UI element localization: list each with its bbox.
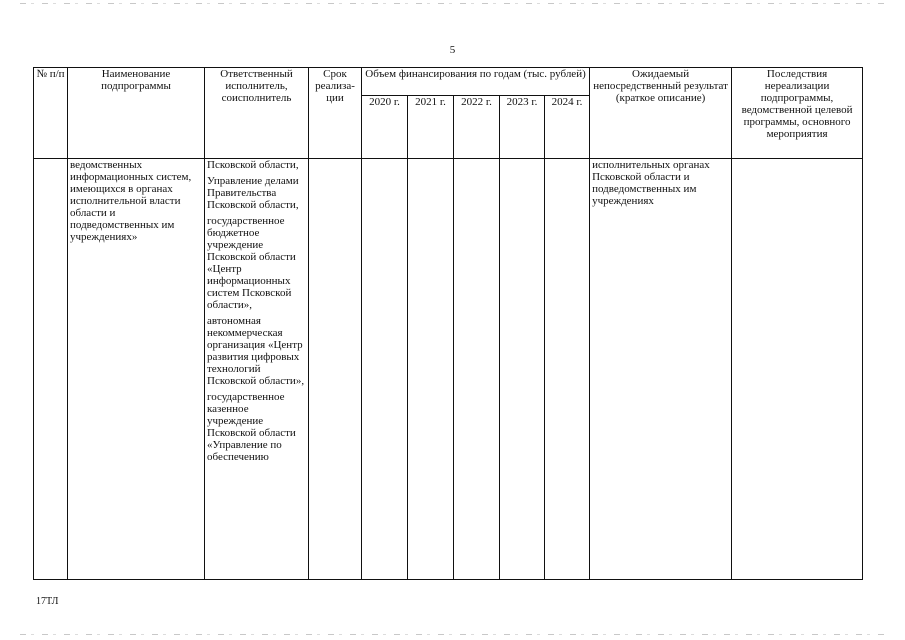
header-year-2020: 2020 г. <box>362 96 408 159</box>
cell-responsible <box>205 159 309 580</box>
cell-num <box>34 159 68 580</box>
header-term: Срок реализа-ции <box>309 68 362 159</box>
scan-noise-bottom <box>20 634 885 635</box>
responsible-part: Псковской области, <box>207 159 299 171</box>
table-row <box>34 159 863 580</box>
cell-year-2022 <box>454 159 500 580</box>
header-row <box>34 68 863 96</box>
header-year-2024: 2024 г. <box>545 96 590 159</box>
responsible-part: государственное бюджетное учреждение Псковской области «Центр информационных систем Псковской области», <box>207 215 296 311</box>
header-consequences: Последствия нереализации подпрограммы, ведомственной целевой программы, основного мероприятия <box>732 68 863 159</box>
header-num: № п/п <box>34 68 68 159</box>
cell-result: исполнительных органах Псковской области и подведомственных им учреждениях <box>590 159 732 580</box>
cell-year-2020 <box>362 159 408 580</box>
cell-consequences <box>732 159 863 580</box>
header-responsible: Ответственный исполнитель, соисполнитель <box>205 68 309 159</box>
scan-noise-top <box>20 3 885 4</box>
cell-year-2024 <box>545 159 590 580</box>
responsible-part: государственное казенное учреждение Псковской области «Управление по обеспечению <box>207 391 296 463</box>
header-name: Наименование подпрограммы <box>68 68 205 159</box>
page-number: 5 <box>449 44 456 56</box>
header-financing: Объем финансирования по годам (тыс. рублей) <box>362 68 590 96</box>
header-year-2022: 2022 г. <box>454 96 500 159</box>
program-table <box>33 67 863 580</box>
header-year-2021: 2021 г. <box>408 96 454 159</box>
cell-year-2021 <box>408 159 454 580</box>
cell-name: ведомственных информационных систем, имеющихся в органах исполнительной власти области и подведомственных им учреждениях» <box>68 159 205 580</box>
footer-code: 17ТЛ <box>36 596 59 607</box>
cell-term <box>309 159 362 580</box>
cell-year-2023 <box>500 159 545 580</box>
responsible-part: автономная некоммерческая организация «Центр развития цифровых технологий Псковской области», <box>207 315 305 387</box>
header-result: Ожидаемый непосредственный результат (краткое описание) <box>590 68 732 159</box>
responsible-part: Управление делами Правительства Псковской области, <box>207 175 299 211</box>
header-year-2023: 2023 г. <box>500 96 545 159</box>
